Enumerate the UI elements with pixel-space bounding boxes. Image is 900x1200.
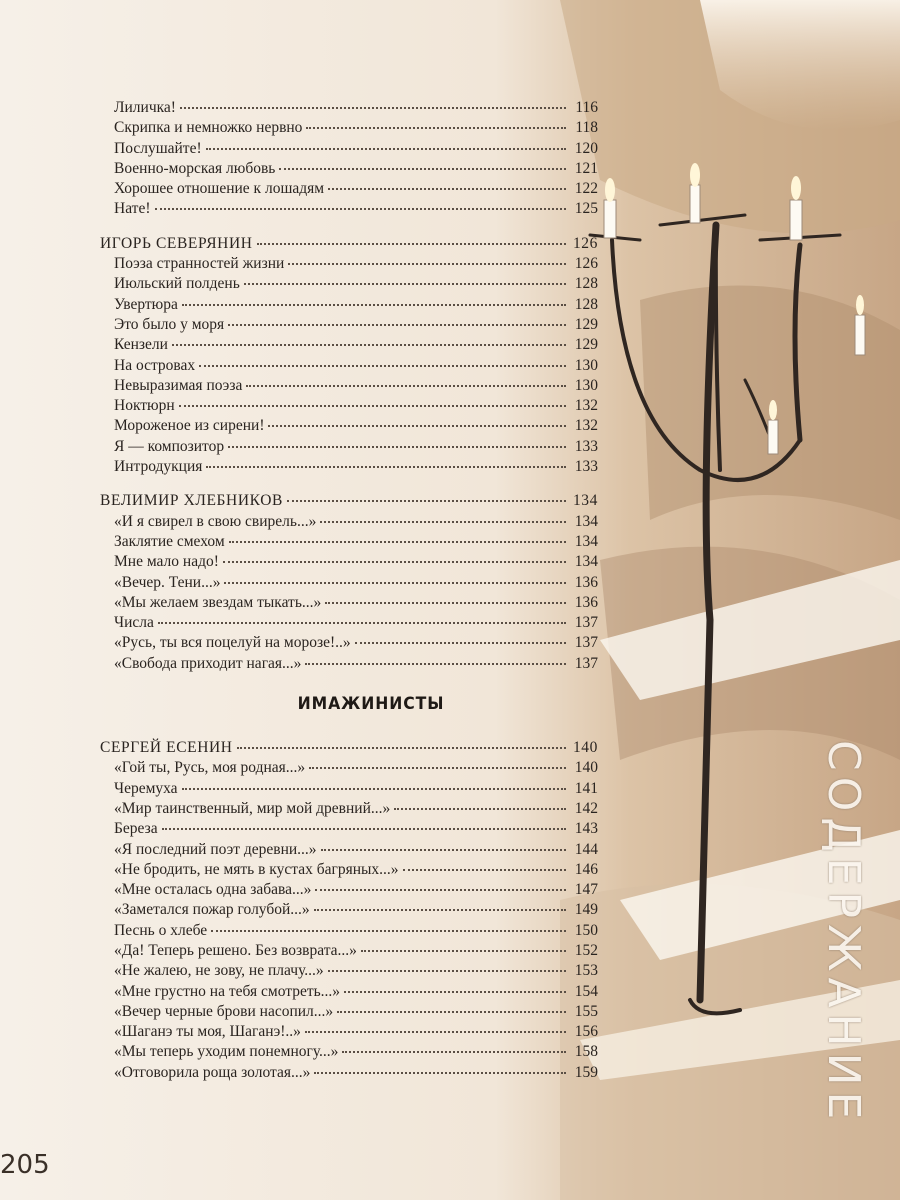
- toc-entry: Числа 137: [114, 614, 598, 632]
- toc-entry: «Мне грустно на тебя смотреть...» 154: [114, 982, 598, 1000]
- page-number: 205: [0, 1150, 50, 1180]
- toc-entry: Хорошее отношение к лошадям 122: [114, 180, 598, 198]
- author-entry: СЕРГЕЙ ЕСЕНИН 140: [100, 739, 598, 757]
- toc-entry: Ноктюрн 132: [114, 397, 598, 415]
- toc-entry: Невыразимая поэза 130: [114, 376, 598, 394]
- toc-entry: Мороженое из сирени! 132: [114, 417, 598, 435]
- toc-entry: Увертюра 128: [114, 295, 598, 313]
- section-heading-imazhinisty: ИМАЖИНИСТЫ: [297, 694, 445, 715]
- toc-entry: Лиличка! 116: [114, 99, 598, 116]
- toc-entry: «Отговорила роща золотая...» 159: [114, 1063, 598, 1081]
- toc-entry: «Русь, ты вся поцелуй на морозе!..» 137: [114, 634, 598, 652]
- toc-entry: Скрипка и немножко нервно 118: [114, 119, 598, 137]
- severyanin-section: [100, 234, 598, 478]
- toc-entry: Июльский полдень 128: [114, 275, 598, 293]
- toc-entry: «Не жалею, не зову, не плачу...» 153: [114, 962, 598, 980]
- toc-entry: «Не бродить, не мять в кустах багряных...» 146: [114, 860, 598, 878]
- toc-entry: «И я свирел в свою свирель...» 134: [114, 512, 598, 530]
- toc-entry: «Я последний поэт деревни...» 144: [114, 840, 598, 858]
- toc-entry: «Мы теперь уходим понемногу...» 158: [114, 1043, 598, 1061]
- toc-entry: «Шаганэ ты моя, Шаганэ!..» 156: [114, 1023, 598, 1041]
- esenin-section: [100, 738, 598, 1083]
- toc-entry: Нате! 125: [114, 200, 598, 218]
- toc-entry: Черемуха 141: [114, 779, 598, 797]
- toc-entry: «Да! Теперь решено. Без возврата...» 152: [114, 941, 598, 959]
- author-entry: ВЕЛИМИР ХЛЕБНИКОВ 134: [100, 492, 598, 510]
- toc-entry: «Свобода приходит нагая...» 137: [114, 654, 598, 672]
- toc-entry: Заклятие смехом 134: [114, 532, 598, 550]
- khlebnikov-section: [100, 491, 598, 674]
- mayakovsky-section: [114, 98, 598, 220]
- vertical-section-title: СОДЕРЖАНИЕ: [818, 740, 869, 1126]
- toc-entry: Поэза странностей жизни 126: [114, 255, 598, 273]
- table-of-contents: [100, 98, 598, 1097]
- toc-entry: «Мне осталась одна забава...» 147: [114, 881, 598, 899]
- toc-entry: Послушайте! 120: [114, 139, 598, 157]
- author-entry: ИГОРЬ СЕВЕРЯНИН 126: [100, 234, 598, 252]
- toc-entry: «Вечер. Тени...» 136: [114, 573, 598, 591]
- toc-entry: Мне мало надо! 134: [114, 553, 598, 571]
- toc-entry: «Заметался пожар голубой...» 149: [114, 901, 598, 919]
- toc-entry: Я — композитор 133: [114, 437, 598, 455]
- toc-entry: «Вечер черные брови насопил...» 155: [114, 1002, 598, 1020]
- toc-entry: Береза 143: [114, 820, 598, 838]
- toc-entry: «Гой ты, Русь, моя родная...» 140: [114, 759, 598, 777]
- toc-entry: «Мы желаем звездам тыкать...» 136: [114, 593, 598, 611]
- toc-entry: Песнь о хлебе 150: [114, 921, 598, 939]
- toc-entry: Это было у моря 129: [114, 315, 598, 333]
- toc-entry: Кензели 129: [114, 336, 598, 354]
- toc-entry: На островах 130: [114, 356, 598, 374]
- toc-entry: Военно-морская любовь 121: [114, 159, 598, 177]
- toc-entry: Интродукция 133: [114, 458, 598, 476]
- toc-entry: «Мир таинственный, мир мой древний...» 142: [114, 799, 598, 817]
